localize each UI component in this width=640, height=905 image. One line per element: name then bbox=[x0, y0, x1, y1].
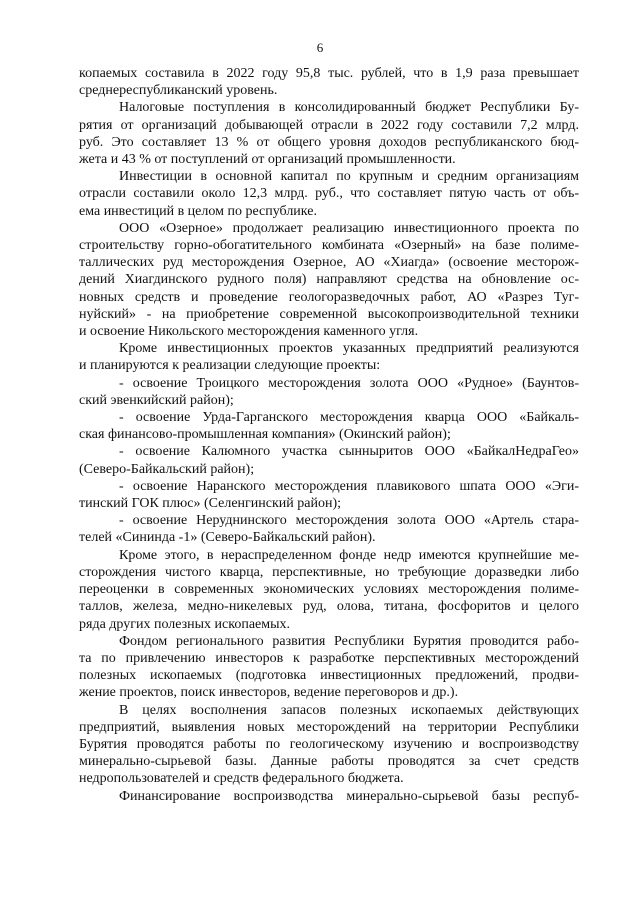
text-line: тинский ГОК плюс» (Селенгинский район); bbox=[79, 496, 342, 512]
text-line: руб. Это составляет 13 % от общего уровня доходов республиканского бюд- bbox=[79, 134, 579, 150]
text-line: ская финансово-промышленная компания» (Окинский район); bbox=[79, 427, 451, 443]
text-line: (Северо-Байкальский район); bbox=[79, 461, 255, 477]
text-line: недропользователей и средств федерального бюджета. bbox=[79, 771, 404, 787]
text-line: Кроме этого, в нераспределенном фонде недр имеются крупнейшие ме- bbox=[119, 547, 579, 563]
text-line: жета и 43 % от поступлений от организаций промышленности. bbox=[79, 152, 456, 168]
text-line: - освоение Неруднинского месторождения золота ООО «Артель стара- bbox=[119, 513, 579, 529]
paragraph bbox=[79, 633, 579, 702]
text-line: - освоение Урда-Гарганского месторождения кварца ООО «Байкаль- bbox=[119, 410, 579, 426]
text-line: нуйский» - на приобретение современной высокопроизводительной техники bbox=[79, 306, 579, 322]
text-line: ряда других полезных ископаемых. bbox=[79, 616, 291, 632]
text-line: жение проектов, поиск инвесторов, ведение переговоров и др.). bbox=[79, 685, 459, 701]
text-line: Налоговые поступления в консолидированный бюджет Республики Бу- bbox=[119, 100, 579, 116]
text-line: ООО «Озерное» продолжает реализацию инвестиционного проекта по bbox=[119, 220, 579, 236]
page-number: 6 bbox=[316, 40, 324, 55]
text-line: Финансирование воспроизводства минерально-сырьевой базы респуб- bbox=[119, 788, 579, 804]
text-line: таллов, железа, медно-никелевых руд, олова, титана, фосфоритов и целого bbox=[79, 599, 579, 615]
paragraph bbox=[79, 478, 579, 512]
text-line: минерально-сырьевой базы. Данные работы проводятся за счет средств bbox=[79, 754, 579, 770]
paragraph bbox=[79, 443, 579, 477]
text-line: - освоение Калюмного участка сынныритов ООО «БайкалНедраГео» bbox=[119, 444, 579, 460]
paragraph bbox=[79, 65, 579, 99]
paragraph bbox=[79, 168, 579, 220]
text-line: дений Хиагдинского рудного поля) направляют средства на обновление ос- bbox=[79, 272, 579, 288]
text-line: новных средств и проведение геологоразведочных работ, АО «Разрез Туг- bbox=[79, 289, 579, 305]
paragraph bbox=[79, 788, 579, 805]
text-line: Кроме инвестиционных проектов указанных предприятий реализуются bbox=[119, 341, 579, 357]
text-line: Фондом регионального развития Республики Бурятия проводится рабо- bbox=[119, 633, 579, 649]
text-line: полезных ископаемых (подготовка инвестиционных предложений, продви- bbox=[79, 668, 579, 684]
text-line: копаемых составила в 2022 году 95,8 тыс. рублей, что в 1,9 раза превышает bbox=[79, 66, 579, 81]
paragraph bbox=[79, 375, 579, 409]
text-line: - освоение Наранского месторождения плавикового шпата ООО «Эги- bbox=[119, 478, 579, 494]
text-line: и освоение Никольского месторождения каменного угля. bbox=[79, 324, 419, 340]
paragraph bbox=[79, 220, 579, 340]
paragraph bbox=[79, 702, 579, 788]
text-line: та по привлечению инвесторов к разработке перспективных месторождений bbox=[79, 650, 579, 666]
text-line: В целях восполнения запасов полезных ископаемых действующих bbox=[119, 702, 579, 718]
text-line: телей «Сининда -1» (Северо-Байкальский район). bbox=[79, 530, 376, 546]
text-line: рятия от организаций добывающей отрасли в 2022 году составили 7,2 млрд. bbox=[79, 117, 579, 133]
text-line: - освоение Троицкого месторождения золота ООО «Рудное» (Баунтов- bbox=[119, 375, 579, 391]
text-line: предприятий, выявления новых месторождений на территории Республики bbox=[79, 719, 579, 735]
text-line: и планируются к реализации следующие проекты: bbox=[79, 358, 381, 374]
document-body bbox=[79, 65, 579, 805]
text-line: ский эвенкийский район); bbox=[79, 392, 234, 408]
paragraph bbox=[79, 99, 579, 168]
text-line: среднереспубликанский уровень. bbox=[79, 83, 278, 99]
paragraph bbox=[79, 340, 579, 374]
text-line: Инвестиции в основной капитал по крупным и средним организациям bbox=[119, 169, 579, 185]
text-line: таллических руд месторождения Озерное, АО «Хиагда» (освоение месторож- bbox=[79, 255, 579, 271]
paragraph bbox=[79, 547, 579, 633]
text-line: ема инвестиций в целом по республике. bbox=[79, 203, 317, 219]
text-line: переоценки в современных экономических условиях месторождения полиме- bbox=[79, 582, 579, 598]
paragraph bbox=[79, 409, 579, 443]
text-line: строительству горно-обогатительного комбината «Озерный» на базе полиме- bbox=[79, 238, 579, 254]
text-line: отрасли составили около 12,3 млрд. руб., что составляет пятую часть от объ- bbox=[79, 186, 579, 202]
text-line: Бурятия проводятся работы по геологическому изучению и воспроизводству bbox=[79, 736, 579, 752]
paragraph bbox=[79, 512, 579, 546]
text-line: сторождения чистого кварца, перспективные, но требующие доразведки либо bbox=[79, 564, 579, 580]
